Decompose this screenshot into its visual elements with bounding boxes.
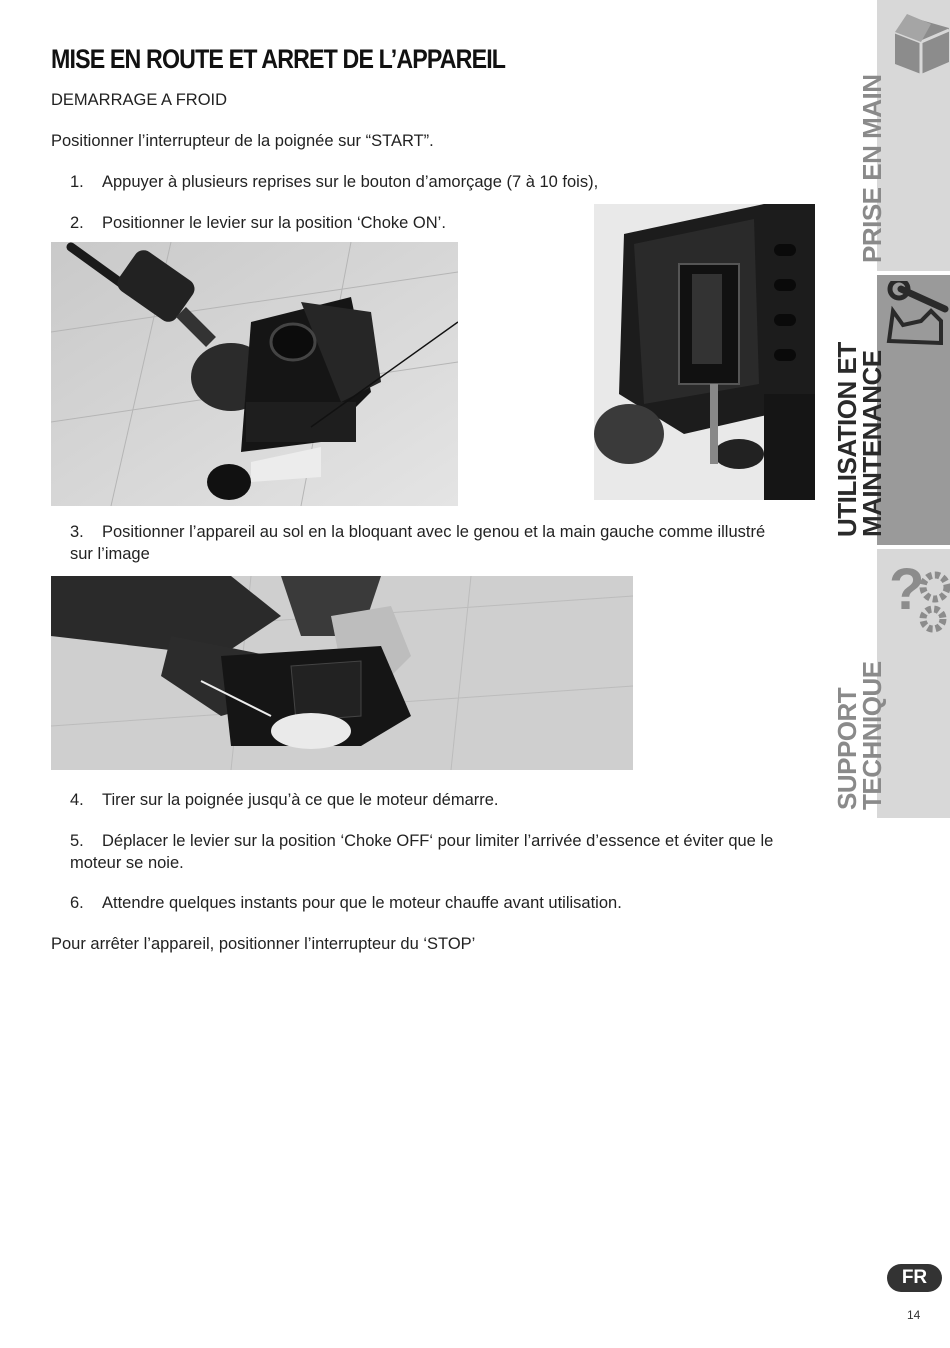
photo-engine-overview [51, 242, 458, 506]
step-text: Tirer sur la poignée jusqu’à ce que le moteur démarre. [102, 791, 499, 809]
step-text: Attendre quelques instants pour que le moteur chauffe avant utilisation. [102, 894, 622, 912]
intro-text: Positionner l’interrupteur de la poignée sur “START”. [51, 132, 434, 150]
step-text: Positionner l’appareil au sol en la bloquant avec le genou et la main gauche comme illustré [102, 523, 766, 541]
step-number: 3. [70, 523, 84, 541]
question-gears-icon [887, 557, 950, 639]
step-1 [70, 171, 598, 193]
step-6 [70, 892, 622, 914]
step-5 [70, 830, 773, 874]
step-text-continued: moteur se noie. [70, 854, 184, 872]
step-text: Déplacer le levier sur la position ‘Choke OFF‘ pour limiter l’arrivée d’essence et éviter que le [102, 832, 774, 850]
page-number: 14 [907, 1308, 921, 1322]
svg-text:?: ? [889, 557, 925, 622]
step-number: 4. [70, 791, 84, 809]
step-number: 1. [70, 173, 84, 191]
photo-holding-device [51, 576, 633, 770]
step-number: 5. [70, 832, 84, 850]
page-title: MISE EN ROUTE ET ARRET DE L’APPAREIL [51, 44, 506, 74]
tab-label: SUPPORT TECHNIQUE [832, 661, 887, 810]
box-icon [891, 10, 949, 76]
step-4 [70, 789, 499, 811]
outro-text: Pour arrêter l’appareil, positionner l’interrupteur du ‘STOP’ [51, 935, 476, 953]
step-text-continued: sur l’image [70, 545, 150, 563]
step-number: 6. [70, 894, 84, 912]
section-subtitle: DEMARRAGE A FROID [51, 91, 228, 109]
step-number: 2. [70, 214, 84, 232]
step-2 [70, 212, 446, 234]
wrench-oilcan-icon [881, 281, 949, 345]
photo-choke-closeup [594, 204, 815, 500]
language-badge: FR [887, 1264, 942, 1292]
tab-utilisation-maintenance[interactable] [832, 275, 950, 545]
step-3 [70, 521, 765, 565]
tab-label: UTILISATION ET MAINTENANCE [832, 342, 887, 537]
step-text: Positionner le levier sur la position ‘Choke ON’. [102, 214, 446, 232]
tab-label: PRISE EN MAIN [857, 74, 887, 263]
tab-support-technique[interactable] [832, 549, 950, 818]
step-text: Appuyer à plusieurs reprises sur le bouton d’amorçage (7 à 10 fois), [102, 173, 599, 191]
tab-prise-en-main[interactable] [857, 0, 950, 271]
